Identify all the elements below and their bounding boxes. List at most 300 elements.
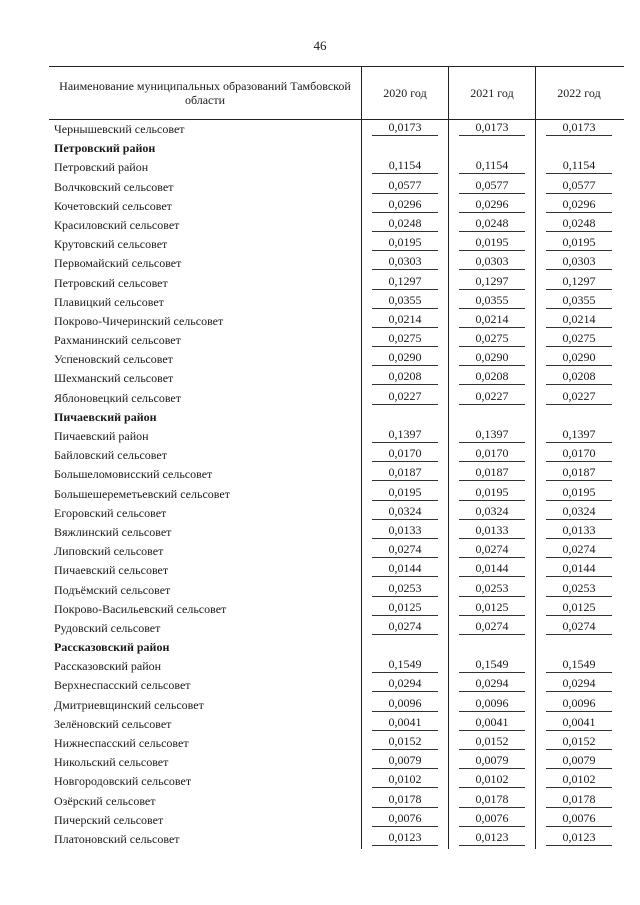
value-2021: 0,0208	[459, 369, 525, 385]
value-2021-cell	[448, 178, 535, 197]
value-2022-cell	[535, 792, 622, 811]
row-name: Первомайский сельсовет	[54, 256, 182, 271]
value-2021: 0,0296	[459, 197, 525, 213]
table-row	[49, 581, 624, 600]
value-2020: 0,0324	[372, 504, 438, 520]
value-2022: 0,0275	[546, 331, 612, 347]
value-2021: 0,0125	[459, 600, 525, 616]
table-row	[49, 312, 624, 331]
value-2020-cell	[361, 676, 448, 695]
value-2021-cell	[448, 772, 535, 791]
value-2022: 0,0253	[546, 581, 612, 597]
value-2022-cell	[535, 696, 622, 715]
value-2020-cell	[361, 792, 448, 811]
value-2021: 0,0294	[459, 676, 525, 692]
table-row	[49, 235, 624, 254]
value-2020-cell	[361, 581, 448, 600]
value-2020: 0,0102	[372, 772, 438, 788]
value-2020: 0,0275	[372, 331, 438, 347]
value-2022-cell	[535, 120, 622, 139]
value-2022: 0,0079	[546, 753, 612, 769]
value-2021-cell	[448, 446, 535, 465]
value-2020: 0,0173	[372, 120, 438, 136]
value-2022-cell	[535, 389, 622, 408]
value-2021-cell	[448, 561, 535, 580]
table-body	[49, 120, 624, 849]
table-row	[49, 158, 624, 177]
value-2020: 0,0125	[372, 600, 438, 616]
value-2021: 0,0274	[459, 542, 525, 558]
value-2020-cell	[361, 369, 448, 388]
row-name: Большешереметьевский сельсовет	[54, 486, 230, 501]
value-2020-cell	[361, 197, 448, 216]
value-2020: 0,1549	[372, 657, 438, 673]
table-row	[49, 561, 624, 580]
value-2020-cell	[361, 235, 448, 254]
value-2021-cell	[448, 216, 535, 235]
value-2020-cell	[361, 734, 448, 753]
value-2020: 0,0041	[372, 715, 438, 731]
row-name: Успеновский сельсовет	[54, 352, 173, 367]
value-2021-cell	[448, 792, 535, 811]
value-2022: 0,1297	[546, 274, 612, 290]
value-2020-cell	[361, 178, 448, 197]
value-2020-cell	[361, 254, 448, 273]
value-2022-cell	[535, 830, 622, 849]
value-2020: 0,0294	[372, 676, 438, 692]
value-2020: 0,1297	[372, 274, 438, 290]
value-2020: 0,0076	[372, 811, 438, 827]
value-2021-cell	[448, 158, 535, 177]
value-2020-cell	[361, 139, 448, 158]
value-2022-cell	[535, 753, 622, 772]
row-name: Покрово-Васильевский сельсовет	[54, 601, 227, 616]
value-2021-cell	[448, 600, 535, 619]
table-row	[49, 178, 624, 197]
value-2022-cell	[535, 561, 622, 580]
value-2021: 0,0324	[459, 504, 525, 520]
row-name: Никольский сельсовет	[54, 755, 169, 770]
value-2021-cell	[448, 350, 535, 369]
value-2020-cell	[361, 350, 448, 369]
value-2022-cell	[535, 254, 622, 273]
section-heading-row	[49, 408, 624, 427]
value-2022-cell	[535, 600, 622, 619]
value-2020: 0,0152	[372, 734, 438, 750]
value-2022: 0,0152	[546, 734, 612, 750]
value-2022: 0,0173	[546, 120, 612, 136]
value-2022: 0,0178	[546, 792, 612, 808]
value-2022-cell	[535, 158, 622, 177]
value-2022-cell	[535, 216, 622, 235]
row-name: Липовский сельсовет	[54, 544, 164, 559]
value-2020-cell	[361, 408, 448, 427]
value-2022: 0,0214	[546, 312, 612, 328]
value-2020-cell	[361, 389, 448, 408]
table-row	[49, 274, 624, 293]
row-name: Нижнеспасский сельсовет	[54, 736, 189, 750]
row-name: Подъёмский сельсовет	[54, 582, 171, 597]
value-2022: 0,0208	[546, 369, 612, 385]
row-name: Вяжлинский сельсовет	[54, 524, 172, 539]
value-2021-cell	[448, 581, 535, 600]
value-2020: 0,1397	[372, 427, 438, 443]
value-2020-cell	[361, 811, 448, 830]
value-2020: 0,0296	[372, 197, 438, 213]
value-2021-cell	[448, 638, 535, 657]
value-2022: 0,0195	[546, 235, 612, 251]
value-2022: 0,0041	[546, 715, 612, 731]
value-2022: 0,1397	[546, 427, 612, 443]
value-2020-cell	[361, 427, 448, 446]
value-2021: 0,0041	[459, 715, 525, 731]
value-2020: 0,0355	[372, 293, 438, 309]
table-row	[49, 465, 624, 484]
value-2021: 0,0195	[459, 235, 525, 251]
value-2021: 0,0144	[459, 561, 525, 577]
table-row	[49, 523, 624, 542]
value-2021: 0,0187	[459, 465, 525, 481]
row-name: Волчковский сельсовет	[54, 179, 174, 194]
value-2020: 0,0274	[372, 542, 438, 558]
table-row	[49, 715, 624, 734]
value-2020-cell	[361, 830, 448, 849]
value-2020: 0,0187	[372, 465, 438, 481]
value-2021-cell	[448, 293, 535, 312]
value-2022: 0,0096	[546, 696, 612, 712]
row-name: Пичаевский район	[54, 409, 157, 424]
value-2020-cell	[361, 638, 448, 657]
value-2020-cell	[361, 542, 448, 561]
row-name: Новгородовский сельсовет	[54, 774, 192, 789]
value-2020-cell	[361, 657, 448, 676]
header-2021-column: 2021 год	[448, 67, 535, 119]
value-2022: 0,0290	[546, 350, 612, 366]
value-2021: 0,0248	[459, 216, 525, 232]
value-2020-cell	[361, 523, 448, 542]
value-2022-cell	[535, 657, 622, 676]
value-2021-cell	[448, 274, 535, 293]
value-2021: 0,0178	[459, 792, 525, 808]
header-2022-column: 2022 год	[535, 67, 622, 119]
value-2021-cell	[448, 619, 535, 638]
table-row	[49, 696, 624, 715]
value-2020-cell	[361, 504, 448, 523]
value-2021: 0,0355	[459, 293, 525, 309]
row-name: Рахманинский сельсовет	[54, 333, 181, 348]
value-2022-cell	[535, 638, 622, 657]
value-2022: 0,0294	[546, 676, 612, 692]
value-2021: 0,0290	[459, 350, 525, 366]
value-2021-cell	[448, 676, 535, 695]
value-2022-cell	[535, 350, 622, 369]
value-2022-cell	[535, 408, 622, 427]
value-2021-cell	[448, 811, 535, 830]
value-2022-cell	[535, 485, 622, 504]
table-row	[49, 792, 624, 811]
row-name: Платоновский сельсовет	[54, 831, 180, 846]
row-name: Чернышевский сельсовет	[54, 122, 185, 136]
row-name: Егоровский сельсовет	[54, 505, 167, 520]
value-2020: 0,0133	[372, 523, 438, 539]
value-2021: 0,0577	[459, 178, 525, 194]
table-row	[49, 734, 624, 753]
value-2021: 0,0303	[459, 254, 525, 270]
value-2020-cell	[361, 561, 448, 580]
value-2022-cell	[535, 446, 622, 465]
table-header	[49, 67, 624, 120]
value-2022: 0,0170	[546, 446, 612, 462]
table-row	[49, 504, 624, 523]
value-2021: 0,0133	[459, 523, 525, 539]
value-2021: 0,0102	[459, 772, 525, 788]
value-2022-cell	[535, 274, 622, 293]
value-2022-cell	[535, 178, 622, 197]
value-2022: 0,0303	[546, 254, 612, 270]
table-row	[49, 485, 624, 504]
value-2022-cell	[535, 235, 622, 254]
value-2020-cell	[361, 216, 448, 235]
section-heading-row	[49, 638, 624, 657]
value-2020-cell	[361, 120, 448, 139]
value-2020: 0,0195	[372, 485, 438, 501]
row-name: Рудовский сельсовет	[54, 620, 161, 635]
value-2022-cell	[535, 465, 622, 484]
value-2020-cell	[361, 619, 448, 638]
value-2020-cell	[361, 446, 448, 465]
value-2021: 0,0214	[459, 312, 525, 328]
value-2021-cell	[448, 504, 535, 523]
value-2021: 0,0152	[459, 734, 525, 750]
row-name: Пичаевский район	[54, 429, 149, 443]
value-2022-cell	[535, 715, 622, 734]
table-row	[49, 676, 624, 695]
value-2021-cell	[448, 657, 535, 676]
value-2021: 0,1549	[459, 657, 525, 673]
value-2021-cell	[448, 139, 535, 158]
section-heading-row	[49, 139, 624, 158]
value-2021: 0,0274	[459, 619, 525, 635]
table-row	[49, 293, 624, 312]
value-2022-cell	[535, 139, 622, 158]
value-2021-cell	[448, 542, 535, 561]
value-2022-cell	[535, 312, 622, 331]
header-2020-column: 2020 год	[361, 67, 448, 119]
value-2021-cell	[448, 408, 535, 427]
value-2020: 0,0253	[372, 581, 438, 597]
table-row	[49, 657, 624, 676]
value-2021-cell	[448, 389, 535, 408]
value-2021: 0,0195	[459, 485, 525, 501]
value-2022-cell	[535, 369, 622, 388]
value-2021-cell	[448, 369, 535, 388]
value-2022: 0,0102	[546, 772, 612, 788]
value-2021: 0,0123	[459, 830, 525, 846]
value-2021: 0,0096	[459, 696, 525, 712]
value-2020-cell	[361, 312, 448, 331]
value-2021-cell	[448, 523, 535, 542]
value-2021: 0,0227	[459, 389, 525, 405]
table-row	[49, 120, 624, 139]
value-2022: 0,0133	[546, 523, 612, 539]
table-row	[49, 542, 624, 561]
table-row	[49, 772, 624, 791]
value-2020-cell	[361, 753, 448, 772]
value-2022-cell	[535, 676, 622, 695]
value-2022-cell	[535, 523, 622, 542]
value-2022-cell	[535, 504, 622, 523]
value-2022: 0,0195	[546, 485, 612, 501]
row-name: Петровский сельсовет	[54, 275, 168, 290]
table-row	[49, 600, 624, 619]
row-name: Рассказовский район	[54, 659, 162, 674]
value-2021: 0,0079	[459, 753, 525, 769]
page-number: 46	[313, 38, 327, 53]
table-row	[49, 619, 624, 638]
value-2020: 0,0303	[372, 254, 438, 270]
value-2020: 0,0227	[372, 389, 438, 405]
value-2020-cell	[361, 293, 448, 312]
table-row	[49, 197, 624, 216]
table-row	[49, 830, 624, 849]
value-2020-cell	[361, 485, 448, 504]
value-2020-cell	[361, 158, 448, 177]
row-name: Верхнеспасский сельсовет	[54, 678, 191, 693]
value-2020: 0,0214	[372, 312, 438, 328]
value-2021-cell	[448, 235, 535, 254]
value-2021-cell	[448, 312, 535, 331]
table-row	[49, 389, 624, 408]
header-name-column: Наименование муниципальных образований Тамбовской области	[59, 79, 351, 107]
value-2021-cell	[448, 734, 535, 753]
value-2021-cell	[448, 427, 535, 446]
table-row	[49, 446, 624, 465]
value-2020-cell	[361, 465, 448, 484]
value-2020: 0,0178	[372, 792, 438, 808]
table-row	[49, 427, 624, 446]
value-2022: 0,1154	[546, 158, 612, 174]
value-2022: 0,0577	[546, 178, 612, 194]
value-2021-cell	[448, 753, 535, 772]
row-name: Пичаевский сельсовет	[54, 563, 169, 578]
value-2022: 0,0187	[546, 465, 612, 481]
value-2020: 0,0096	[372, 696, 438, 712]
value-2021: 0,0173	[459, 120, 525, 136]
value-2022-cell	[535, 293, 622, 312]
value-2022: 0,0076	[546, 811, 612, 827]
value-2022: 0,0144	[546, 561, 612, 577]
value-2020: 0,0274	[372, 619, 438, 635]
row-name: Зелёновский сельсовет	[54, 716, 172, 731]
value-2021-cell	[448, 254, 535, 273]
row-name: Байловский сельсовет	[54, 448, 167, 463]
value-2021-cell	[448, 830, 535, 849]
table-row	[49, 811, 624, 830]
value-2021: 0,1397	[459, 427, 525, 443]
value-2020-cell	[361, 600, 448, 619]
value-2022-cell	[535, 331, 622, 350]
row-name: Петровский район	[54, 160, 149, 175]
row-name: Петровский район	[54, 141, 156, 156]
value-2020-cell	[361, 274, 448, 293]
value-2022-cell	[535, 542, 622, 561]
value-2022-cell	[535, 581, 622, 600]
value-2020-cell	[361, 772, 448, 791]
value-2020: 0,0170	[372, 446, 438, 462]
value-2022: 0,0123	[546, 830, 612, 846]
row-name: Большеломовисский сельсовет	[54, 467, 213, 482]
value-2022: 0,0324	[546, 504, 612, 520]
row-name: Дмитриевщинский сельсовет	[54, 697, 204, 712]
value-2020: 0,0290	[372, 350, 438, 366]
table-row	[49, 350, 624, 369]
value-2021: 0,1154	[459, 158, 525, 174]
value-2020: 0,0195	[372, 235, 438, 251]
table-row	[49, 254, 624, 273]
table-row	[49, 216, 624, 235]
value-2022: 0,0355	[546, 293, 612, 309]
value-2022-cell	[535, 619, 622, 638]
row-name: Покрово-Чичеринский сельсовет	[54, 313, 224, 328]
value-2020: 0,0123	[372, 830, 438, 846]
row-name: Пичерский сельсовет	[54, 812, 164, 827]
value-2022: 0,0248	[546, 216, 612, 232]
value-2021-cell	[448, 485, 535, 504]
value-2020-cell	[361, 331, 448, 350]
value-2021: 0,1297	[459, 274, 525, 290]
value-2021: 0,0076	[459, 811, 525, 827]
row-name: Шехманский сельсовет	[54, 371, 174, 386]
value-2022-cell	[535, 427, 622, 446]
value-2021: 0,0253	[459, 581, 525, 597]
value-2020: 0,0144	[372, 561, 438, 577]
value-2021-cell	[448, 197, 535, 216]
value-2022: 0,0274	[546, 542, 612, 558]
coefficients-table	[49, 66, 624, 849]
table-row	[49, 331, 624, 350]
row-name: Рассказовский район	[54, 640, 170, 655]
value-2021-cell	[448, 465, 535, 484]
value-2022: 0,0227	[546, 389, 612, 405]
value-2021: 0,0275	[459, 331, 525, 347]
row-name: Озёрский сельсовет	[54, 793, 156, 808]
value-2020-cell	[361, 696, 448, 715]
value-2022-cell	[535, 811, 622, 830]
value-2021-cell	[448, 120, 535, 139]
value-2020-cell	[361, 715, 448, 734]
value-2020: 0,0248	[372, 216, 438, 232]
row-name: Красиловский сельсовет	[54, 217, 180, 232]
value-2022-cell	[535, 197, 622, 216]
row-name: Крутовский сельсовет	[54, 237, 168, 252]
value-2021-cell	[448, 715, 535, 734]
value-2021-cell	[448, 696, 535, 715]
value-2022: 0,0125	[546, 600, 612, 616]
value-2022: 0,0274	[546, 619, 612, 635]
value-2021: 0,0170	[459, 446, 525, 462]
row-name: Кочетовский сельсовет	[54, 198, 172, 213]
value-2020: 0,0577	[372, 178, 438, 194]
value-2022-cell	[535, 734, 622, 753]
row-name: Плавицкий сельсовет	[54, 294, 164, 309]
value-2022: 0,1549	[546, 657, 612, 673]
value-2020: 0,1154	[372, 158, 438, 174]
table-row	[49, 369, 624, 388]
value-2020: 0,0208	[372, 369, 438, 385]
table-row	[49, 753, 624, 772]
value-2021-cell	[448, 331, 535, 350]
value-2020: 0,0079	[372, 753, 438, 769]
